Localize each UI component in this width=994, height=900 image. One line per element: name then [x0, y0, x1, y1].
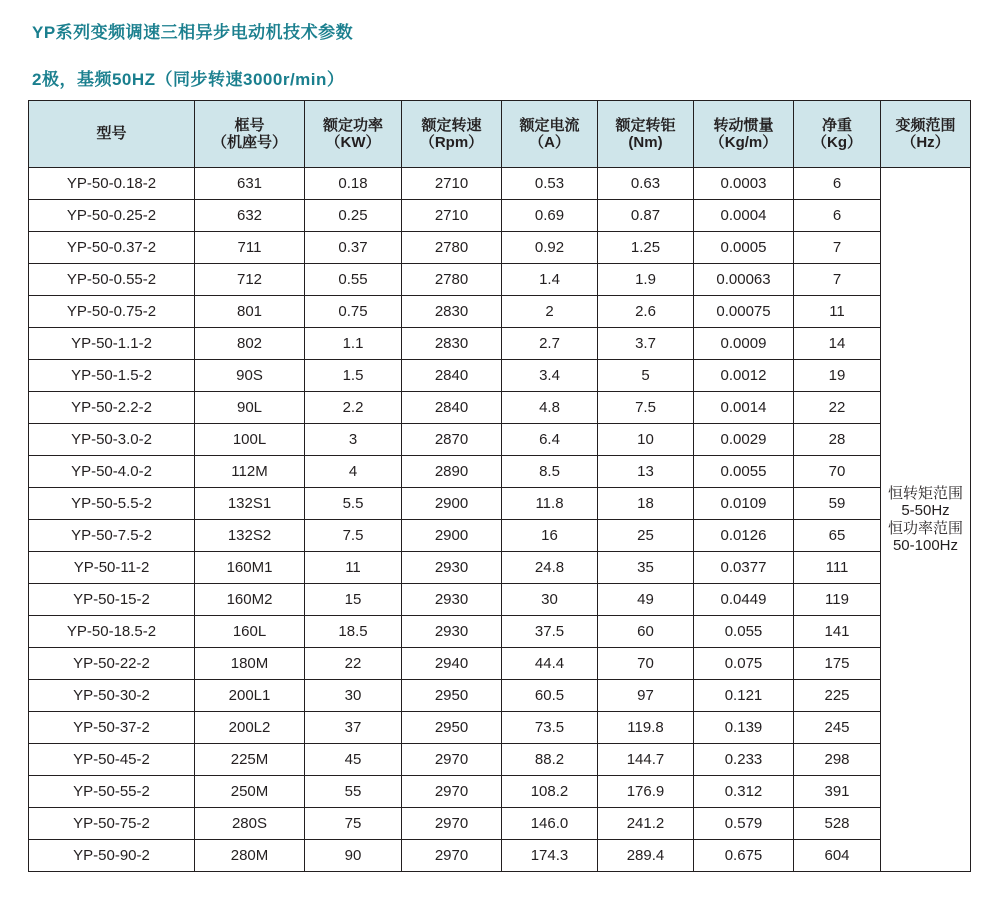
cell-inertia: 0.0055: [694, 456, 794, 488]
table-row: [29, 552, 971, 584]
cell-frame: 225M: [195, 744, 305, 776]
cell-speed: 2970: [402, 840, 502, 872]
cell-current: 60.5: [502, 680, 598, 712]
cell-model: YP-50-90-2: [29, 840, 195, 872]
cell-torque: 1.25: [598, 232, 694, 264]
cell-torque: 10: [598, 424, 694, 456]
cell-weight: 175: [794, 648, 881, 680]
cell-speed: 2970: [402, 808, 502, 840]
cell-power: 1.1: [305, 328, 402, 360]
frequency-range-line3: 恒功率范围: [887, 519, 963, 537]
cell-frame: 711: [195, 232, 305, 264]
cell-speed: 2710: [402, 168, 502, 200]
cell-torque: 35: [598, 552, 694, 584]
cell-frequency-range: [881, 168, 971, 872]
cell-current: 11.8: [502, 488, 598, 520]
cell-frame: 280S: [195, 808, 305, 840]
cell-model: YP-50-0.18-2: [29, 168, 195, 200]
cell-model: YP-50-75-2: [29, 808, 195, 840]
cell-weight: 298: [794, 744, 881, 776]
table-body: [29, 168, 971, 872]
cell-speed: 2900: [402, 488, 502, 520]
cell-weight: 59: [794, 488, 881, 520]
cell-weight: 604: [794, 840, 881, 872]
cell-power: 30: [305, 680, 402, 712]
column-header-power: 额定功率 （KW）: [305, 101, 402, 168]
cell-speed: 2950: [402, 680, 502, 712]
cell-speed: 2780: [402, 264, 502, 296]
table-row: [29, 264, 971, 296]
cell-model: YP-50-30-2: [29, 680, 195, 712]
table-row: [29, 680, 971, 712]
cell-current: 6.4: [502, 424, 598, 456]
cell-torque: 70: [598, 648, 694, 680]
cell-frame: 200L2: [195, 712, 305, 744]
cell-speed: 2970: [402, 776, 502, 808]
cell-current: 37.5: [502, 616, 598, 648]
table-header-row: [29, 101, 971, 168]
cell-current: 0.53: [502, 168, 598, 200]
cell-speed: 2780: [402, 232, 502, 264]
cell-torque: 13: [598, 456, 694, 488]
table-row: [29, 776, 971, 808]
cell-torque: 18: [598, 488, 694, 520]
table-row: [29, 232, 971, 264]
cell-frame: 160M2: [195, 584, 305, 616]
table-row: [29, 712, 971, 744]
cell-model: YP-50-15-2: [29, 584, 195, 616]
cell-inertia: 0.0029: [694, 424, 794, 456]
table-row: [29, 360, 971, 392]
cell-power: 0.75: [305, 296, 402, 328]
table-row: [29, 296, 971, 328]
cell-torque: 60: [598, 616, 694, 648]
cell-model: YP-50-2.2-2: [29, 392, 195, 424]
cell-torque: 7.5: [598, 392, 694, 424]
cell-current: 3.4: [502, 360, 598, 392]
cell-inertia: 0.0003: [694, 168, 794, 200]
cell-power: 3: [305, 424, 402, 456]
cell-speed: 2840: [402, 360, 502, 392]
cell-inertia: 0.0109: [694, 488, 794, 520]
cell-speed: 2930: [402, 584, 502, 616]
cell-inertia: 0.0126: [694, 520, 794, 552]
cell-weight: 7: [794, 264, 881, 296]
cell-inertia: 0.055: [694, 616, 794, 648]
cell-model: YP-50-7.5-2: [29, 520, 195, 552]
cell-torque: 289.4: [598, 840, 694, 872]
cell-current: 24.8: [502, 552, 598, 584]
cell-current: 1.4: [502, 264, 598, 296]
cell-frame: 160M1: [195, 552, 305, 584]
cell-inertia: 0.139: [694, 712, 794, 744]
cell-power: 37: [305, 712, 402, 744]
cell-weight: 6: [794, 200, 881, 232]
cell-weight: 11: [794, 296, 881, 328]
cell-speed: 2870: [402, 424, 502, 456]
page-title: YP系列变频调速三相异步电动机技术参数: [32, 23, 354, 42]
cell-power: 1.5: [305, 360, 402, 392]
cell-model: YP-50-0.55-2: [29, 264, 195, 296]
cell-model: YP-50-45-2: [29, 744, 195, 776]
cell-frame: 250M: [195, 776, 305, 808]
cell-torque: 49: [598, 584, 694, 616]
specification-table: [28, 100, 971, 872]
cell-power: 2.2: [305, 392, 402, 424]
cell-torque: 3.7: [598, 328, 694, 360]
cell-speed: 2840: [402, 392, 502, 424]
table-row: [29, 328, 971, 360]
cell-torque: 0.63: [598, 168, 694, 200]
table-row: [29, 392, 971, 424]
cell-inertia: 0.075: [694, 648, 794, 680]
cell-weight: 111: [794, 552, 881, 584]
cell-weight: 141: [794, 616, 881, 648]
table-row: [29, 200, 971, 232]
cell-frame: 712: [195, 264, 305, 296]
cell-power: 22: [305, 648, 402, 680]
table-row: [29, 488, 971, 520]
cell-frame: 112M: [195, 456, 305, 488]
cell-inertia: 0.579: [694, 808, 794, 840]
table-row: [29, 456, 971, 488]
cell-torque: 144.7: [598, 744, 694, 776]
cell-torque: 176.9: [598, 776, 694, 808]
table-row: [29, 168, 971, 200]
cell-current: 8.5: [502, 456, 598, 488]
cell-inertia: 0.0377: [694, 552, 794, 584]
cell-frame: 160L: [195, 616, 305, 648]
cell-frame: 632: [195, 200, 305, 232]
cell-model: YP-50-1.1-2: [29, 328, 195, 360]
cell-power: 45: [305, 744, 402, 776]
cell-power: 0.25: [305, 200, 402, 232]
cell-current: 0.69: [502, 200, 598, 232]
cell-speed: 2900: [402, 520, 502, 552]
cell-weight: 391: [794, 776, 881, 808]
cell-frame: 180M: [195, 648, 305, 680]
column-header-weight: 净重 （Kg）: [794, 101, 881, 168]
cell-frame: 132S1: [195, 488, 305, 520]
cell-current: 2.7: [502, 328, 598, 360]
cell-current: 4.8: [502, 392, 598, 424]
cell-current: 0.92: [502, 232, 598, 264]
cell-speed: 2830: [402, 296, 502, 328]
cell-weight: 225: [794, 680, 881, 712]
column-header-speed: 额定转速 （Rpm）: [402, 101, 502, 168]
cell-current: 16: [502, 520, 598, 552]
table-row: [29, 840, 971, 872]
cell-inertia: 0.233: [694, 744, 794, 776]
cell-frame: 631: [195, 168, 305, 200]
cell-power: 0.37: [305, 232, 402, 264]
cell-frame: 90S: [195, 360, 305, 392]
cell-weight: 19: [794, 360, 881, 392]
cell-speed: 2930: [402, 552, 502, 584]
cell-power: 0.55: [305, 264, 402, 296]
cell-current: 146.0: [502, 808, 598, 840]
cell-inertia: 0.312: [694, 776, 794, 808]
cell-torque: 0.87: [598, 200, 694, 232]
cell-frame: 280M: [195, 840, 305, 872]
cell-weight: 528: [794, 808, 881, 840]
cell-power: 90: [305, 840, 402, 872]
cell-power: 15: [305, 584, 402, 616]
cell-model: YP-50-22-2: [29, 648, 195, 680]
cell-speed: 2830: [402, 328, 502, 360]
cell-weight: 28: [794, 424, 881, 456]
cell-power: 4: [305, 456, 402, 488]
cell-current: 30: [502, 584, 598, 616]
cell-model: YP-50-37-2: [29, 712, 195, 744]
cell-weight: 22: [794, 392, 881, 424]
cell-power: 0.18: [305, 168, 402, 200]
cell-inertia: 0.0449: [694, 584, 794, 616]
cell-power: 11: [305, 552, 402, 584]
frequency-range-line2: 5-50Hz: [901, 502, 950, 520]
cell-current: 2: [502, 296, 598, 328]
cell-weight: 6: [794, 168, 881, 200]
cell-weight: 7: [794, 232, 881, 264]
cell-inertia: 0.121: [694, 680, 794, 712]
column-header-torque: 额定转钜 (Nm): [598, 101, 694, 168]
cell-torque: 241.2: [598, 808, 694, 840]
cell-current: 174.3: [502, 840, 598, 872]
cell-model: YP-50-18.5-2: [29, 616, 195, 648]
frequency-range-line4: 50-100Hz: [892, 536, 959, 554]
section-title: 2极，基频50HZ（同步转速3000r/min）: [32, 70, 345, 89]
cell-speed: 2950: [402, 712, 502, 744]
cell-frame: 100L: [195, 424, 305, 456]
column-header-frame: 框号 （机座号）: [195, 101, 305, 168]
cell-power: 7.5: [305, 520, 402, 552]
cell-inertia: 0.00063: [694, 264, 794, 296]
column-header-frequency-range: 变频范围 （Hz）: [881, 101, 971, 168]
cell-model: YP-50-0.25-2: [29, 200, 195, 232]
cell-torque: 2.6: [598, 296, 694, 328]
cell-inertia: 0.675: [694, 840, 794, 872]
table-row: [29, 424, 971, 456]
table-row: [29, 616, 971, 648]
column-header-model: 型号: [29, 101, 195, 168]
column-header-inertia: 转动惯量 （Kg/m）: [694, 101, 794, 168]
cell-speed: 2970: [402, 744, 502, 776]
frequency-range-line1: 恒转矩范围: [887, 485, 963, 502]
cell-weight: 65: [794, 520, 881, 552]
cell-weight: 245: [794, 712, 881, 744]
table-row: [29, 520, 971, 552]
cell-inertia: 0.0009: [694, 328, 794, 360]
cell-speed: 2890: [402, 456, 502, 488]
cell-model: YP-50-5.5-2: [29, 488, 195, 520]
cell-speed: 2710: [402, 200, 502, 232]
cell-weight: 14: [794, 328, 881, 360]
cell-model: YP-50-55-2: [29, 776, 195, 808]
cell-torque: 119.8: [598, 712, 694, 744]
cell-power: 18.5: [305, 616, 402, 648]
cell-power: 75: [305, 808, 402, 840]
cell-power: 5.5: [305, 488, 402, 520]
table-row: [29, 648, 971, 680]
cell-weight: 70: [794, 456, 881, 488]
cell-inertia: 0.0005: [694, 232, 794, 264]
cell-model: YP-50-3.0-2: [29, 424, 195, 456]
cell-torque: 5: [598, 360, 694, 392]
cell-inertia: 0.0014: [694, 392, 794, 424]
cell-torque: 25: [598, 520, 694, 552]
cell-current: 44.4: [502, 648, 598, 680]
cell-inertia: 0.0012: [694, 360, 794, 392]
cell-current: 108.2: [502, 776, 598, 808]
cell-speed: 2940: [402, 648, 502, 680]
column-header-current: 额定电流 （A）: [502, 101, 598, 168]
cell-frame: 801: [195, 296, 305, 328]
cell-weight: 119: [794, 584, 881, 616]
cell-model: YP-50-11-2: [29, 552, 195, 584]
cell-inertia: 0.00075: [694, 296, 794, 328]
cell-frame: 200L1: [195, 680, 305, 712]
table-row: [29, 584, 971, 616]
cell-current: 73.5: [502, 712, 598, 744]
cell-model: YP-50-0.37-2: [29, 232, 195, 264]
cell-model: YP-50-0.75-2: [29, 296, 195, 328]
cell-frame: 802: [195, 328, 305, 360]
cell-model: YP-50-4.0-2: [29, 456, 195, 488]
cell-power: 55: [305, 776, 402, 808]
cell-inertia: 0.0004: [694, 200, 794, 232]
cell-frame: 132S2: [195, 520, 305, 552]
cell-frame: 90L: [195, 392, 305, 424]
cell-current: 88.2: [502, 744, 598, 776]
cell-torque: 1.9: [598, 264, 694, 296]
cell-speed: 2930: [402, 616, 502, 648]
table-row: [29, 744, 971, 776]
table-row: [29, 808, 971, 840]
cell-torque: 97: [598, 680, 694, 712]
cell-model: YP-50-1.5-2: [29, 360, 195, 392]
